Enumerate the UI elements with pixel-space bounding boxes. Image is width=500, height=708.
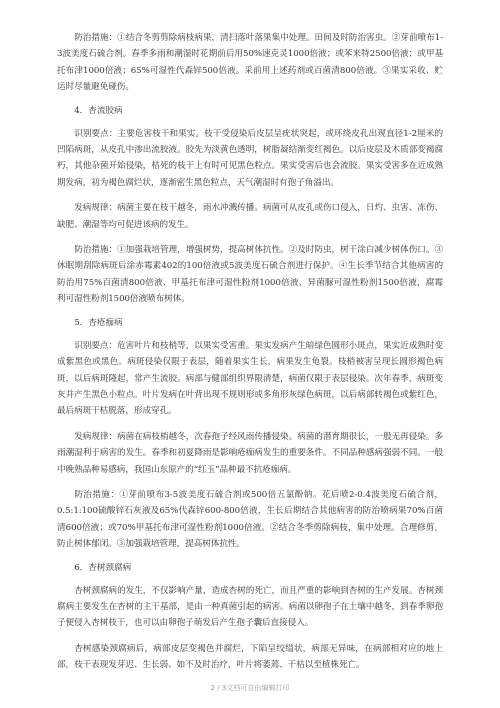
paragraph-gummosis-pattern: 发病规律：病菌主要在枝干越冬，雨水冲溅传播。病菌可从皮孔或伤口侵入，日灼、虫害、冻伤、缺肥、潮湿等均可促进该病的发生。 <box>57 203 443 230</box>
paragraph-scab-pattern: 发病规律：病菌在病枝梢越冬，次春孢子经风雨传播侵染。病菌的潜育期很长，一般无再侵染。多雨潮湿利于病害的发生。春季和初夏降雨是影响疮痂病发生的重要条件。不同品种感病强弱不同。一般中晚熟品种易感病，我国山东原产的“红玉”品种最不抗疮痂病。 <box>57 431 443 475</box>
paragraph-prevention-3: 防治措施：①结合冬剪剪除病枝病果，清扫落叶落果集中处理。田间及时防治害虫。②芽前喷布1-3波美度石硫合剂。春季多雨和潮湿时花期前后用50%速克灵1000倍液；或苯来特2500倍液；或甲基托布津1000倍液；65%可湿性代森锌500倍液。采前用上述药剂或百菌清800倍液。③果实采收、贮运时尽量避免碰伤。 <box>57 33 443 93</box>
paragraph-collar-rot-intro: 杏树颈腐病的发生，不仅影响产量，造成杏树的死亡，而且严重的影响到杏树的生产发展。杏树颈腐病主要发生在杏树的主干基部，是由一种真菌引起的病害。病菌以卵孢子在土壤中越冬，到春季卵孢子便侵入杏树枝干，也可以由卵孢子萌发后产生孢子囊后直接侵入。 <box>57 585 443 629</box>
paragraph-gummosis-identification: 识别要点：主要危害枝干和果实。枝干受侵染后皮层呈疣状突起，或环绕皮孔出现直径1-2厘米的凹陷病斑，从皮孔中渗出流胶液。胶先为淡黄色透明，树脂凝结渐变红褐色。以后皮层及木质部变褐腐朽，其他杂菌开始侵染，枯死的枝干上有时可见黑色粒点。果实受害后也会流胶。果实受害多在近成熟期发病，初为褐色腐烂状，逐渐密生黑色粒点，天气潮湿时有孢子角溢出。 <box>57 128 443 188</box>
heading-apricot-gummosis: 4．杏流胶病 <box>74 105 123 116</box>
heading-collar-rot: 6．杏树颈腐病 <box>74 562 132 573</box>
heading-apricot-scab: 5．杏疮痂病 <box>74 317 123 328</box>
paragraph-collar-rot-symptoms: 杏树感染颈腐病后，病部皮层变褐色并腐烂，下陷呈绞缢状，病部无异味，在病部相对应的地上部，枝干表现发芽迟、生长弱、如不及时治疗，叶片将萎蔫、干枯以至植株死亡。 <box>57 643 443 671</box>
paragraph-scab-identification: 识别要点：危害叶片和枝梢等，以果实受害重。果实发病产生暗绿色圆形小斑点，果实近成熟时变成紫黑色或黑色。病斑侵染仅限于表层，随着果实生长，病果发生龟裂。枝梢被害呈现长圆形褐色病斑，以后病斑隆起，常产生流胶。病部与健部组织界限清楚，病菌仅限于表层侵染。次年春季，病斑变灰并产生黑色小粒点。叶片发病在叶背出现不规则形或多角形灰绿色病斑，以后病部转褐色或紫红色，最后病斑干枯脱落，形成穿孔。 <box>57 340 443 417</box>
page-footer: 2 / 3文档可自由编辑打印 <box>210 684 290 692</box>
paragraph-scab-prevention: 防治措施：①芽前喷布3-5波美度石硫合剂或500倍五氯酚钠。花后喷2-0.4波美度石硫合剂，0.5:1:100硫酸锌石灰液及65%代森锌600-800倍液，生长后期结合其他病害的防治喷病果70%百菌清600倍液；或70%甲基托布津可湿性粉剂1000倍液。②结合冬季剪除病枝，集中处理。合理修剪，防止树体郁闭。③加强栽培管理，提高树体抗性。 <box>57 489 443 550</box>
paragraph-gummosis-prevention: 防治措施：①加强栽培管理，增强树势，提高树体抗性。②及时防虫，树干涂白减少树体伤口。③休眠期刮除病斑后涂赤霉素402的100倍液或5波美度石硫合剂进行保护。④生长季节结合其他病害的防治用75%百菌清800倍液、甲基托布津可湿性粉剂1000倍液、异菌脲可湿性粉剂1500倍液，腐霉利可湿性粉剂1500倍液喷布树体。 <box>57 245 443 305</box>
